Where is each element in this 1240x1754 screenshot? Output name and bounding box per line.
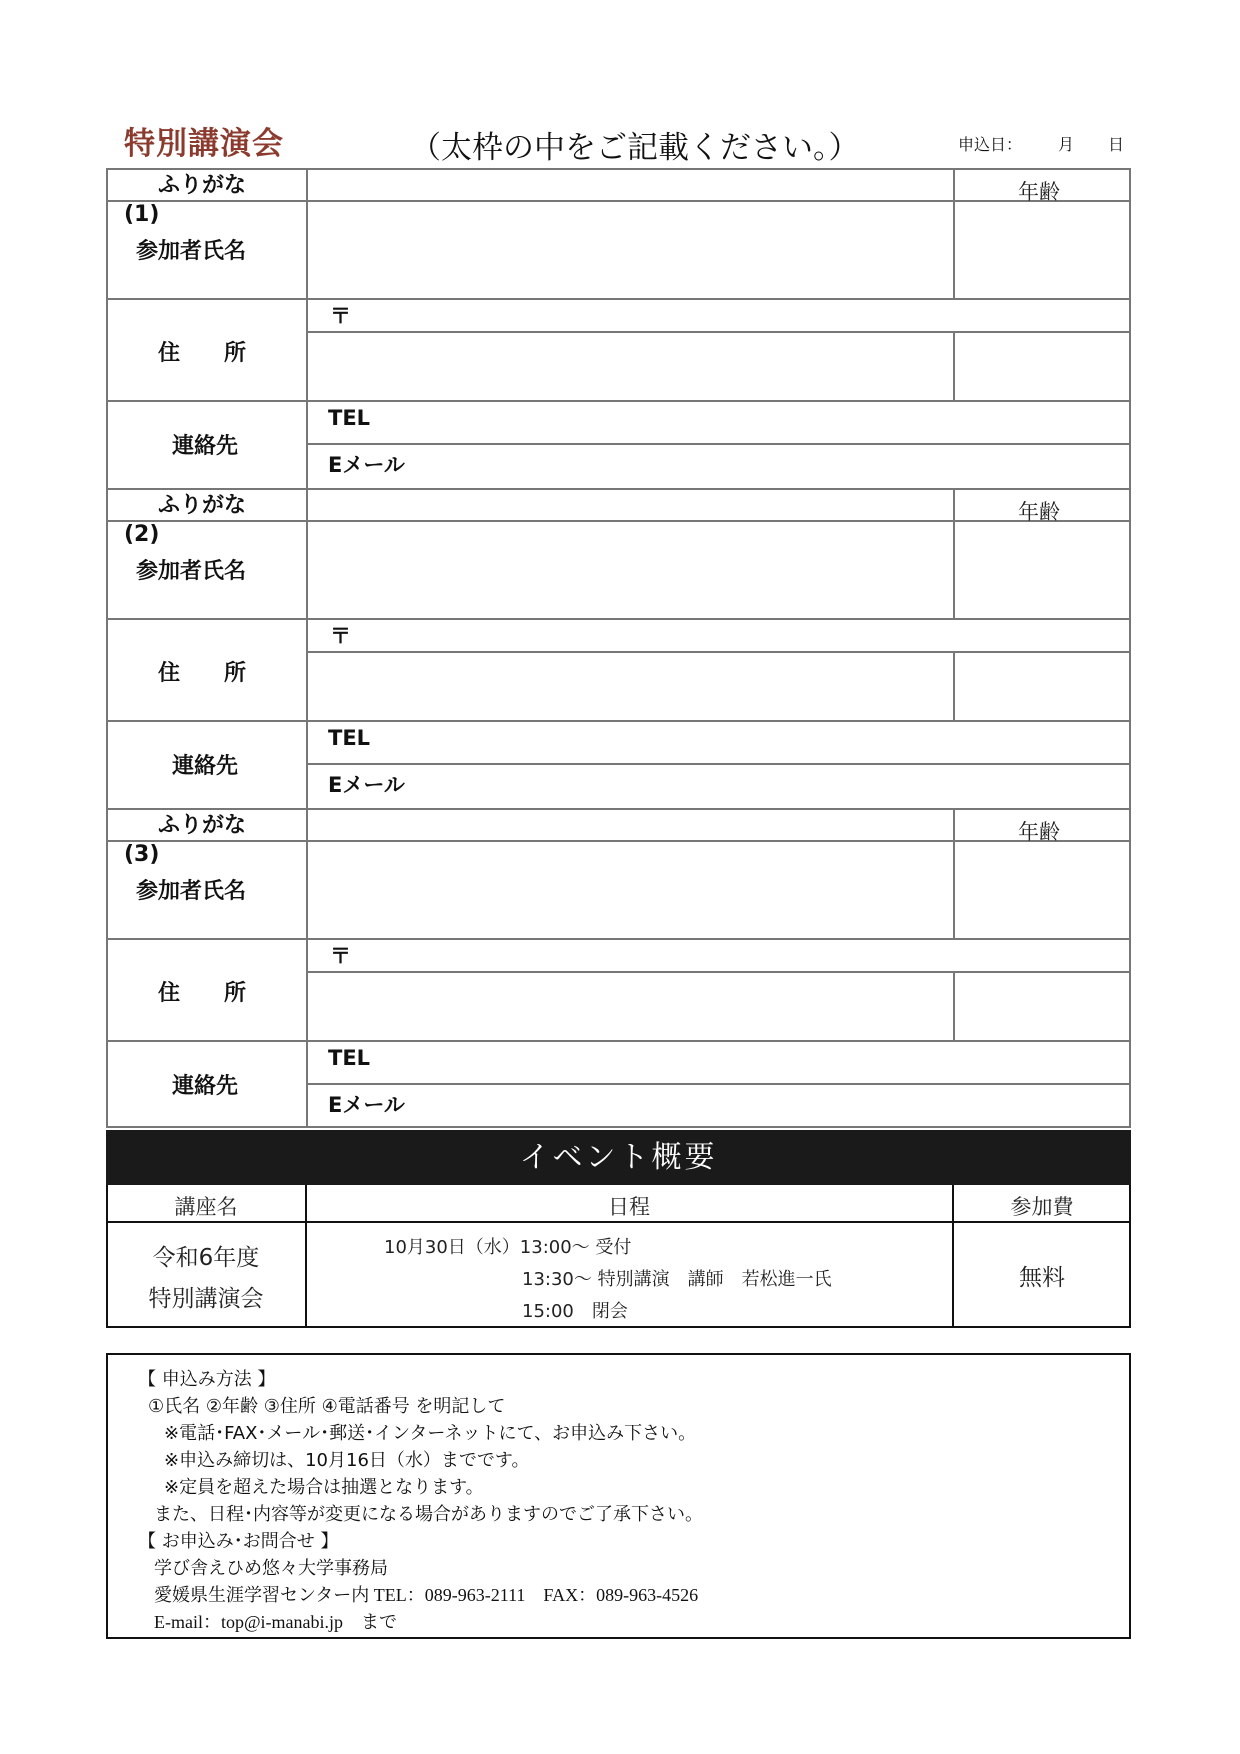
- page-title: 特別講演会: [124, 126, 284, 162]
- event-overview-heading: イベント概要: [106, 1130, 1131, 1185]
- age-field-3[interactable]: [955, 842, 1129, 938]
- email-field-3[interactable]: [416, 1085, 1129, 1128]
- furigana-label: ふりがな: [158, 813, 247, 838]
- furigana-label: ふりがな: [158, 173, 247, 198]
- grid-line: [106, 168, 108, 1128]
- address-label: 住 所: [158, 341, 247, 366]
- application-date-label: 申込日：: [958, 135, 1023, 154]
- contact-label: 連絡先: [172, 1074, 239, 1099]
- tel-field-2[interactable]: [386, 722, 1129, 763]
- participant-name-label: 参加者氏名: [136, 239, 247, 264]
- postal-mark: 〒: [330, 304, 351, 328]
- column-schedule: 日程: [608, 1195, 650, 1219]
- email-field-1[interactable]: [416, 445, 1129, 488]
- furigana-field-3[interactable]: [308, 810, 953, 840]
- contact-address: 愛媛県生涯学習センター内 TEL：089-963-2111 FAX：089-963-4526: [154, 1585, 699, 1605]
- application-date: [958, 132, 1124, 155]
- age-label: 年齢: [1018, 500, 1060, 524]
- postal-code-field-1[interactable]: [346, 300, 1129, 331]
- schedule-line-reception: 10月30日（水）13:00～ 受付: [384, 1237, 632, 1258]
- postal-code-field-2[interactable]: [346, 620, 1129, 651]
- age-label: 年齢: [1018, 820, 1060, 844]
- address-field-2[interactable]: [308, 653, 953, 720]
- column-fee: 参加費: [1010, 1195, 1074, 1219]
- contact-label: 連絡先: [172, 434, 239, 459]
- postal-code-field-3[interactable]: [346, 940, 1129, 971]
- contact-heading: 【 お申込み･お問合せ 】: [138, 1531, 339, 1552]
- email-label: Eメール: [328, 773, 405, 797]
- tel-field-3[interactable]: [386, 1042, 1129, 1083]
- name-field-3[interactable]: [308, 842, 953, 938]
- column-course-name: 講座名: [174, 1195, 238, 1219]
- name-field-1[interactable]: [308, 202, 953, 298]
- participant-number: (2): [124, 522, 160, 547]
- method-line-4: ※定員を超えた場合は抽選となります。: [164, 1477, 484, 1498]
- contact-label: 連絡先: [172, 754, 239, 779]
- postal-mark: 〒: [330, 624, 351, 648]
- grid-line: [1129, 168, 1131, 1128]
- schedule-line-closing: 15:00 閉会: [522, 1301, 628, 1322]
- postal-mark: 〒: [330, 944, 351, 968]
- participant-form: [106, 168, 1131, 1130]
- age-field-2[interactable]: [955, 522, 1129, 618]
- month-label: 月: [1058, 135, 1075, 154]
- age-field-1[interactable]: [955, 202, 1129, 298]
- method-line-1: ①氏名 ②年齢 ③住所 ④電話番号 を明記して: [148, 1396, 506, 1417]
- name-field-2[interactable]: [308, 522, 953, 618]
- email-label: Eメール: [328, 1093, 405, 1117]
- email-label: Eメール: [328, 453, 405, 477]
- furigana-label: ふりがな: [158, 493, 247, 518]
- participant-number: (3): [124, 842, 160, 867]
- participant-name-label: 参加者氏名: [136, 559, 247, 584]
- participant-number: (1): [124, 202, 160, 227]
- grid-line: [953, 651, 955, 720]
- method-line-2: ※電話･FAX･メール･郵送･インターネットにて、お申込み下さい。: [164, 1423, 697, 1444]
- event-overview-table: [106, 1185, 1131, 1328]
- tel-label: TEL: [328, 726, 371, 750]
- fee-value: 無料: [1019, 1265, 1065, 1291]
- method-line-3: ※申込み締切は、10月16日（水）までです。: [164, 1450, 530, 1471]
- method-line-5: また、日程･内容等が変更になる場合がありますのでご了承下さい。: [154, 1504, 703, 1525]
- day-label: 日: [1108, 135, 1125, 154]
- application-info-box: [106, 1353, 1131, 1639]
- email-field-2[interactable]: [416, 765, 1129, 808]
- address-label: 住 所: [158, 661, 247, 686]
- schedule-line-lecture: 13:30～ 特別講演 講師 若松進一氏: [522, 1269, 832, 1290]
- address-field-3[interactable]: [308, 973, 953, 1040]
- tel-field-1[interactable]: [386, 402, 1129, 443]
- tel-label: TEL: [328, 406, 371, 430]
- participant-name-label: 参加者氏名: [136, 879, 247, 904]
- furigana-field-1[interactable]: [308, 170, 953, 200]
- grid-line: [953, 971, 955, 1040]
- method-heading: 【 申込み方法 】: [138, 1369, 276, 1390]
- age-label: 年齢: [1018, 180, 1060, 204]
- address-field-1[interactable]: [308, 333, 953, 400]
- course-name-line2: 特別講演会: [148, 1286, 264, 1312]
- tel-label: TEL: [328, 1046, 371, 1070]
- contact-email: E-mail：top@i-manabi.jp まで: [154, 1612, 398, 1632]
- grid-line: [953, 331, 955, 400]
- furigana-field-2[interactable]: [308, 490, 953, 520]
- contact-organization: 学び舎えひめ悠々大学事務局: [154, 1558, 388, 1579]
- form-instruction: （太枠の中をご記載ください。）: [410, 130, 860, 166]
- course-name-line1: 令和6年度: [152, 1245, 260, 1271]
- grid-line: [106, 1126, 1131, 1128]
- address-label: 住 所: [158, 981, 247, 1006]
